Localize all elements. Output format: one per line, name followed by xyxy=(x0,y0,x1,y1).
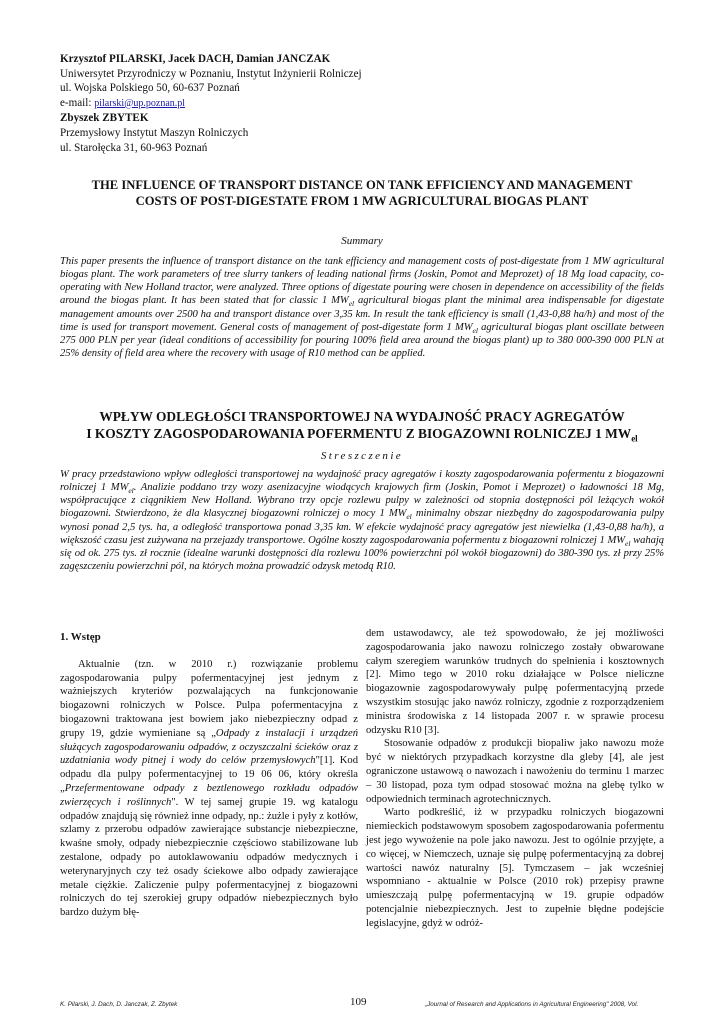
title-polish-line2-text: I KOSZTY ZAGOSPODAROWANIA POFERMENTU Z BIOGAZOWNI ROLNICZEJ 1 MW xyxy=(86,426,632,441)
body-paragraph: Stosowanie odpadów z produkcji biopaliw jako nawozu może być w niektórych przypadkach korzystne dla gleby [4], ale jest ograniczone ustawową o nawozach i nawożeniu do terminu 1 marzec – 30 listopad, poza tym odpad stosować można na glebę tylko w odpowiednich terminach agrotechnicznych. xyxy=(366,738,664,805)
streszczenie-sub-3: el xyxy=(625,538,631,548)
summary-sub-2: el xyxy=(472,325,478,335)
streszczenie-part-2: . Analizie poddano trzy wozy asenizacyjne wiodących krajowych firm (Joskin, Pomot i Meprozet) o ładowności 18 Mg, współpracujące z ciągnikiem New Holland. Wybrano trzy opcje rozlewu pulpy w zależności od stopnia dostępności pól leżących wokół biogazowni. Stwierdzono, że dla klasycznej biogazowni rolniczej o mocy 1 MW xyxy=(60,482,665,520)
summary-text xyxy=(60,255,664,360)
footer-authors: K. Pilarski, J. Dach, D. Janczak, Z. Zbytek xyxy=(60,1001,178,1008)
body-text: ". W tej samej grupie 19. wg katalogu odpadów znajdują się również inne odpady, np.: żużle i pyły z kotłów, szlamy z przerobu odpadów zawierające substancje niebezpieczne, kwaśne smoły, odpady niebezpiecznie częściowo stabilizowane lub zestalone, odpady po autoklawowaniu odpadów medycznych i weterynaryjnych czy też osady ściekowe albo odpady zawierające metale ciężkie. Zaliczenie pulpy pofermentacyjnej z biogazowni rolniczych do tej szerokiej grupy odpadów niebezpiecznych było bardzo dużym błę- xyxy=(60,796,358,919)
second-author: Zbyszek ZBYTEK xyxy=(60,112,149,125)
title-polish xyxy=(60,408,664,442)
email-label: e-mail: xyxy=(60,96,95,109)
body-quote-2: Przefermentowane odpady z beztlenowego rozkładu odpadów zwierzęcych i roślinnych xyxy=(60,782,358,808)
summary-heading: Summary xyxy=(341,235,383,247)
email-link[interactable]: pilarski@up.poznan.pl xyxy=(94,97,186,109)
summary-part-1: This paper presents the influence of transport distance on the tank efficiency and management costs of post-digestate from 1 MW agricultural biogas plant. The work parameters of tree slurry tankers of leading national firms (Joskin, Pomot and Meprozet) of 18 Mg load capacity, co-operating with New Holland tractor, were analyzed. Three options of digestate pouring were chosen in dependence on accessibility of the fields around the biogas plant. It has been stated that for classic 1 MW xyxy=(60,256,664,307)
body-text: "[1]. Kod odpadu dla pulpy pofermentacyjnej to 19 06 06, który określa „ xyxy=(60,755,358,794)
body-text: Aktualnie (tzn. w 2010 r.) rozwiązanie problemu zagospodarowania pulpy pofermentacyjnej jest jednym z ważniejszych kryteriów pozwalających na funkcjonowanie biogazowni rolniczych w Polsce. Pulpa pofermentacyjna z biogazowni traktowana jest bowiem jako niebezpieczny odpad z grupy 19, gdzie wymieniane są „ xyxy=(60,658,358,739)
title-polish-sub: el xyxy=(631,433,638,444)
streszczenie-heading: Streszczenie xyxy=(320,450,404,462)
body-column-left xyxy=(60,631,358,920)
title-polish-line2 xyxy=(60,425,664,442)
body-paragraph: Warto podkreślić, iż w przypadku rolniczych biogazowni niemieckich podstawowym sposobem zagospodarowania pofermentu jest jego wywożenie na pole jako nawozu. Jest to ogólnie przyjęte, a co więcej, w Niemczech, uznaje się pulpę pofermentacyjną za dobrej wartości nawóz naturalny [5]. Tymczasem – jak wcześniej wspomniano - aktualnie w Polsce (2010 rok) przepisy prawne umieszczają pulpę pofermentacyjną w 19. grupie odpadów potencjalnie niebezpiecznych. Jest to zupełnie błędne podejście legislacyjne, gdyż w odróż- xyxy=(366,807,664,929)
section-title: 1. Wstęp xyxy=(60,631,101,643)
streszczenie-part-1: W pracy przedstawiono wpływ odległości transportowej na wydajność pracy agregatów i koszty zagospodarowania pofermentu z biogazowni rolniczej 1 MW xyxy=(60,469,664,494)
address: ul. Wojska Polskiego 50, 60-637 Poznań xyxy=(60,82,240,95)
title-english: THE INFLUENCE OF TRANSPORT DISTANCE ON TANK EFFICIENCY AND MANAGEMENT COSTS OF POST-DIGESTATE FROM 1 MW AGRICULTURAL BIOGAS PLANT xyxy=(91,178,633,208)
second-affiliation: Przemysłowy Instytut Maszyn Rolniczych xyxy=(60,126,249,139)
summary-sub-1: el xyxy=(348,299,355,309)
body-paragraph xyxy=(60,658,358,920)
streszczenie-part-3: minimalny obszar niezbędny do zagospodarowania pulpy wynosi ponad 2,5 tys. ha, a odległość transportowa ponad 3,35 km. W efekcie wydajność pracy agregatów jest niewielka (1,43-0,88 ha/h), a większość czasu jest zużywana na przejazdy transportowe. Ogólne koszty zagospodarowania pofermentu z biogazowni rolniczej 1 MW xyxy=(60,508,664,546)
summary-part-2: agricultural biogas plant the minimal area indispensable for digestate management amounts over 2500 ha and transport distance over 3,35 km. In result the tank efficiency is small (1,43-0,88 ha/h) and most of the time is used for transport movement. General costs of management of post-digestate form 1 MW xyxy=(60,295,664,333)
footer-journal: „Journal of Research and Applications in Agricultural Engineering" 2008, Vol. xyxy=(425,1001,639,1008)
summary-part-3: agricultural biogas plant oscillate between 275 000 PLN per year (ideal conditions of accessibility for pouring 100% field area around the biogas plant) up to 380 000-390 000 PLN at 25% density of field area where the recovery with usage of R10 method can be applied. xyxy=(60,321,664,360)
streszczenie-part-4: wahają się od ok. 275 tys. zł rocznie (idealne warunki dostępności dla rozlewu 100% powierzchni pól wokół biogazowni) do 380-390 tys. zł przy 25% zagęszczeniu powierzchni pól, na których można prowadzić odzysk metodą R10. xyxy=(60,534,664,573)
body-column-right xyxy=(366,627,664,931)
second-address: ul. Starołęcka 31, 60-963 Poznań xyxy=(60,141,208,154)
body-paragraph: dem ustawodawcy, ale też spowodowało, że jej możliwości zagospodarowania jako nawozu rolniczego zostały obwarowane całym szeregiem warunków trudnych do spełnienia i kosztownych [2]. Mimo tego w 2010 roku działające w Polsce nieliczne biogazownie zagospodarowywały pulpę pofermentacyjną przede wszystkim stosując jako nawóz rolniczy, zgodnie z rozporządzeniem ministra środowiska z 14 listopada 2007 r. w sprawie procesu odzysku R10 [3]. xyxy=(366,628,664,736)
email-line xyxy=(60,96,480,112)
streszczenie-text xyxy=(60,468,664,573)
streszczenie-sub-2: el xyxy=(406,512,412,522)
title-polish-line1: WPŁYW ODLEGŁOŚCI TRANSPORTOWEJ NA WYDAJNOŚĆ PRACY AGREGATÓW xyxy=(99,409,625,424)
author-names: Krzysztof PILARSKI, Jacek DACH, Damian JANCZAK xyxy=(60,53,331,65)
author-block xyxy=(60,52,480,155)
body-quote-1: Odpady z instalacji i urządzeń służących zagospodarowaniu odpadów, z oczyszczalni ścieków oraz z uzdatniania wody pitnej i wody do celów przemysłowych xyxy=(60,727,358,767)
page-number: 109 xyxy=(350,996,367,1008)
streszczenie-sub-1: el xyxy=(128,486,134,496)
affiliation: Uniwersytet Przyrodniczy w Poznaniu, Instytut Inżynierii Rolniczej xyxy=(60,67,362,80)
